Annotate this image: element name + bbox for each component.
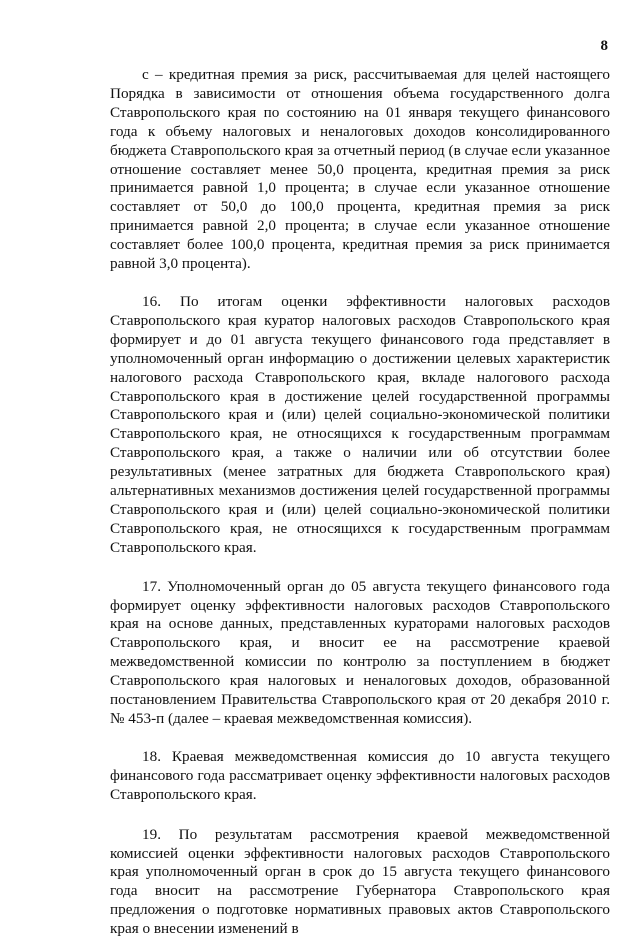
paragraph-17: 17. Уполномоченный орган до 05 августа текущего финансового года формирует оценку эффективности налоговых расходов Ставропольского края на основе данных, представленных кураторами налоговых расходов Ставропольского края, и вносит ее на рассмотрение краевой межведомственной комиссии по контролю за поступлением в бюджет Ставропольского края налоговых и неналоговых доходов, образованной постановлением Правительства Ставропольского края от 20 декабря 2010 г. № 453-п (далее – краевая межведомственная комиссия). — [110, 577, 610, 727]
paragraph-credit-premium: с – кредитная премия за риск, рассчитываемая для целей настоящего Порядка в зависимости от отношения объема государственного долга Ставропольского края по состоянию на 01 января текущего финансового года к объему налоговых и неналоговых доходов консолидированного бюджета Ставропольского края за отчетный период (в случае если указанное отношение составляет менее 50,0 процента, кредитная премия за риск принимается равной 1,0 процента; в случае если указанное отношение составляет от 50,0 до 100,0 процента, кредитная премия за риск принимается равной 2,0 процента; в случае если указанное отношение составляет более 100,0 процента, кредитная премия за риск принимается равной 3,0 процента). — [110, 66, 610, 273]
paragraph-19: 19. По результатам рассмотрения краевой межведомственной комиссией оценки эффективности налоговых расходов Ставропольского края уполномоченный орган в срок до 15 августа текущего финансового года вносит на рассмотрение Губернатора Ставропольского края предложения о подготовке нормативных правовых актов Ставропольского края о внесении изменений в — [110, 825, 610, 938]
paragraph-18: 18. Краевая межведомственная комиссия до 10 августа текущего финансового года рассматривает оценку эффективности налоговых расходов Ставропольского края. — [110, 747, 610, 803]
paragraph-16: 16. По итогам оценки эффективности налоговых расходов Ставропольского края куратор налоговых расходов Ставропольского края формирует и до 01 августа текущего финансового года представляет в уполномоченный орган информацию о достижении целевых характеристик налогового расхода Ставропольского края, вкладе налогового расхода Ставропольского края в достижение целей государственной программы Ставропольского края и (или) целей социально-экономической политики Ставропольского края, не относящихся к государственным программам Ставропольского края, а также о наличии или об отсутствии более результативных (менее затратных для бюджета Ставропольского края) альтернативных механизмов достижения целей государственной программы Ставропольского края и (или) целей социально-экономической политики Ставропольского края, не относящихся к государственным программам Ставропольского края. — [110, 292, 610, 556]
document-body — [110, 66, 610, 939]
page-number: 8 — [600, 38, 608, 54]
